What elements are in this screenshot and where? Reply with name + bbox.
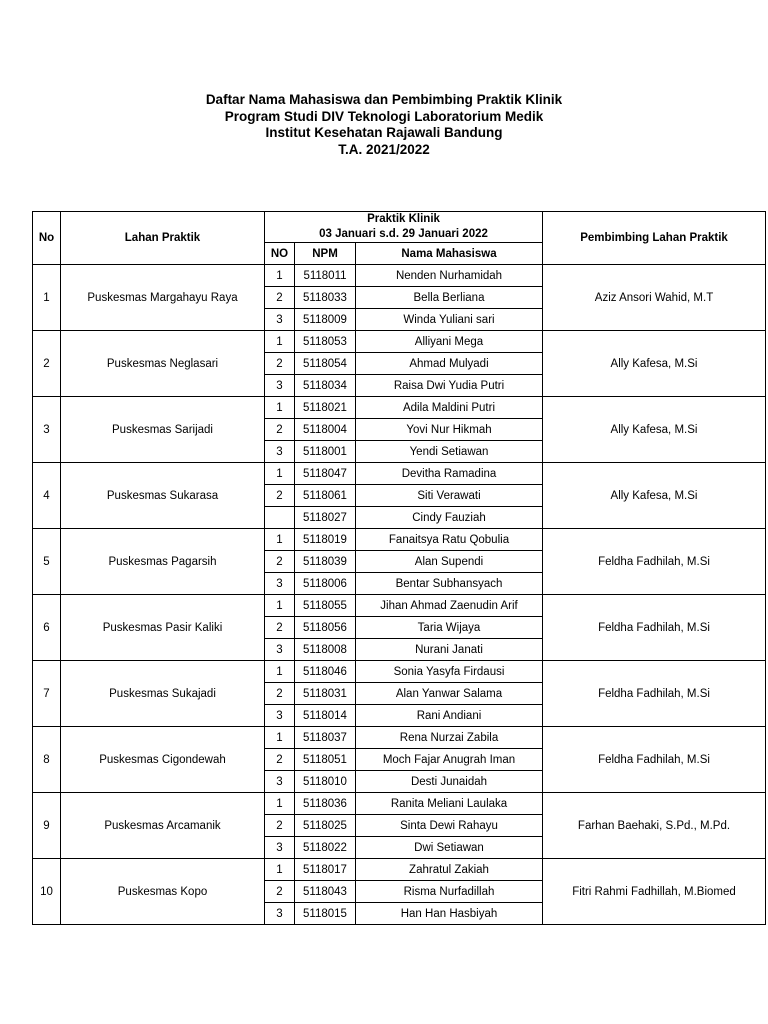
pembimbing-cell: Ally Kafesa, M.Si bbox=[543, 463, 766, 529]
student-number: 3 bbox=[265, 441, 295, 463]
student-npm: 5118011 bbox=[295, 265, 356, 287]
student-npm: 5118017 bbox=[295, 859, 356, 881]
student-npm: 5118031 bbox=[295, 683, 356, 705]
student-number: 1 bbox=[265, 331, 295, 353]
student-npm: 5118053 bbox=[295, 331, 356, 353]
header-praktik-title: Praktik Klinik bbox=[367, 213, 440, 225]
pembimbing-cell: Feldha Fadhilah, M.Si bbox=[543, 529, 766, 595]
lahan-praktik-cell: Puskesmas Pasir Kaliki bbox=[61, 595, 265, 661]
student-npm: 5118037 bbox=[295, 727, 356, 749]
student-name: Raisa Dwi Yudia Putri bbox=[356, 375, 543, 397]
student-number: 3 bbox=[265, 639, 295, 661]
student-npm: 5118056 bbox=[295, 617, 356, 639]
student-number: 3 bbox=[265, 771, 295, 793]
lahan-praktik-cell: Puskesmas Neglasari bbox=[61, 331, 265, 397]
lahan-praktik-cell: Puskesmas Pagarsih bbox=[61, 529, 265, 595]
student-npm: 5118043 bbox=[295, 881, 356, 903]
student-name: Cindy Fauziah bbox=[356, 507, 543, 529]
student-npm: 5118046 bbox=[295, 661, 356, 683]
student-name: Bentar Subhansyach bbox=[356, 573, 543, 595]
roster-body bbox=[33, 265, 766, 925]
student-npm: 5118010 bbox=[295, 771, 356, 793]
student-name: Bella Berliana bbox=[356, 287, 543, 309]
group-number: 9 bbox=[33, 793, 61, 859]
pembimbing-cell: Farhan Baehaki, S.Pd., M.Pd. bbox=[543, 793, 766, 859]
student-number: 3 bbox=[265, 309, 295, 331]
lahan-praktik-cell: Puskesmas Arcamanik bbox=[61, 793, 265, 859]
table-row bbox=[33, 397, 766, 419]
pembimbing-cell: Feldha Fadhilah, M.Si bbox=[543, 727, 766, 793]
group-number: 10 bbox=[33, 859, 61, 925]
title-line-3: Institut Kesehatan Rajawali Bandung bbox=[265, 125, 503, 140]
student-npm: 5118055 bbox=[295, 595, 356, 617]
student-name: Zahratul Zakiah bbox=[356, 859, 543, 881]
student-number bbox=[265, 507, 295, 529]
student-name: Dwi Setiawan bbox=[356, 837, 543, 859]
student-name: Adila Maldini Putri bbox=[356, 397, 543, 419]
student-npm: 5118025 bbox=[295, 815, 356, 837]
group-number: 4 bbox=[33, 463, 61, 529]
student-name: Jihan Ahmad Zaenudin Arif bbox=[356, 595, 543, 617]
student-name: Alliyani Mega bbox=[356, 331, 543, 353]
table-row bbox=[33, 265, 766, 287]
group-number: 5 bbox=[33, 529, 61, 595]
student-name: Fanaitsya Ratu Qobulia bbox=[356, 529, 543, 551]
title-line-2: Program Studi DIV Teknologi Laboratorium Medik bbox=[224, 108, 544, 124]
student-npm: 5118022 bbox=[295, 837, 356, 859]
table-row bbox=[33, 331, 766, 353]
student-npm: 5118009 bbox=[295, 309, 356, 331]
student-name: Sinta Dewi Rahayu bbox=[356, 815, 543, 837]
student-name: Yendi Setiawan bbox=[356, 441, 543, 463]
student-number: 1 bbox=[265, 397, 295, 419]
student-number: 2 bbox=[265, 617, 295, 639]
header-sub-no: NO bbox=[265, 243, 295, 265]
header-praktik-klinik bbox=[265, 212, 543, 243]
student-npm: 5118006 bbox=[295, 573, 356, 595]
lahan-praktik-cell: Puskesmas Sarijadi bbox=[61, 397, 265, 463]
student-number: 1 bbox=[265, 463, 295, 485]
student-npm: 5118021 bbox=[295, 397, 356, 419]
header-pembimbing: Pembimbing Lahan Praktik bbox=[543, 212, 766, 265]
group-number: 6 bbox=[33, 595, 61, 661]
pembimbing-cell: Ally Kafesa, M.Si bbox=[543, 397, 766, 463]
student-number: 3 bbox=[265, 903, 295, 925]
lahan-praktik-cell: Puskesmas Cigondewah bbox=[61, 727, 265, 793]
student-npm: 5118015 bbox=[295, 903, 356, 925]
table-row bbox=[33, 463, 766, 485]
title-line-4: T.A. 2021/2022 bbox=[338, 141, 430, 157]
student-name: Alan Supendi bbox=[356, 551, 543, 573]
table-row bbox=[33, 661, 766, 683]
student-number: 2 bbox=[265, 749, 295, 771]
pembimbing-cell: Ally Kafesa, M.Si bbox=[543, 331, 766, 397]
student-number: 1 bbox=[265, 265, 295, 287]
student-npm: 5118008 bbox=[295, 639, 356, 661]
lahan-praktik-cell: Puskesmas Sukarasa bbox=[61, 463, 265, 529]
student-name: Nurani Janati bbox=[356, 639, 543, 661]
student-roster-table bbox=[32, 211, 766, 925]
header-nama-mahasiswa: Nama Mahasiswa bbox=[356, 243, 543, 265]
student-npm: 5118054 bbox=[295, 353, 356, 375]
pembimbing-cell: Feldha Fadhilah, M.Si bbox=[543, 661, 766, 727]
student-name: Winda Yuliani sari bbox=[356, 309, 543, 331]
student-name: Risma Nurfadillah bbox=[356, 881, 543, 903]
student-npm: 5118014 bbox=[295, 705, 356, 727]
student-npm: 5118036 bbox=[295, 793, 356, 815]
table-row bbox=[33, 529, 766, 551]
student-name: Han Han Hasbiyah bbox=[356, 903, 543, 925]
student-number: 1 bbox=[265, 727, 295, 749]
student-npm: 5118001 bbox=[295, 441, 356, 463]
pembimbing-cell: Feldha Fadhilah, M.Si bbox=[543, 595, 766, 661]
student-npm: 5118033 bbox=[295, 287, 356, 309]
student-name: Sonia Yasyfa Firdausi bbox=[356, 661, 543, 683]
table-row bbox=[33, 595, 766, 617]
student-name: Devitha Ramadina bbox=[356, 463, 543, 485]
header-lahan-praktik: Lahan Praktik bbox=[61, 212, 265, 265]
header-npm: NPM bbox=[295, 243, 356, 265]
student-number: 2 bbox=[265, 551, 295, 573]
student-npm: 5118027 bbox=[295, 507, 356, 529]
student-name: Nenden Nurhamidah bbox=[356, 265, 543, 287]
student-npm: 5118019 bbox=[295, 529, 356, 551]
student-name: Ranita Meliani Laulaka bbox=[356, 793, 543, 815]
student-name: Taria Wijaya bbox=[356, 617, 543, 639]
student-number: 2 bbox=[265, 683, 295, 705]
student-name: Ahmad Mulyadi bbox=[356, 353, 543, 375]
student-name: Desti Junaidah bbox=[356, 771, 543, 793]
student-name: Rani Andiani bbox=[356, 705, 543, 727]
student-name: Moch Fajar Anugrah Iman bbox=[356, 749, 543, 771]
student-number: 1 bbox=[265, 661, 295, 683]
student-npm: 5118039 bbox=[295, 551, 356, 573]
student-number: 1 bbox=[265, 595, 295, 617]
title-line-1: Daftar Nama Mahasiswa dan Pembimbing Praktik Klinik bbox=[205, 92, 563, 107]
student-number: 2 bbox=[265, 287, 295, 309]
student-number: 2 bbox=[265, 881, 295, 903]
group-number: 7 bbox=[33, 661, 61, 727]
student-npm: 5118004 bbox=[295, 419, 356, 441]
lahan-praktik-cell: Puskesmas Sukajadi bbox=[61, 661, 265, 727]
group-number: 8 bbox=[33, 727, 61, 793]
table-row bbox=[33, 727, 766, 749]
student-number: 3 bbox=[265, 837, 295, 859]
student-npm: 5118047 bbox=[295, 463, 356, 485]
student-name: Alan Yanwar Salama bbox=[356, 683, 543, 705]
table-row bbox=[33, 859, 766, 881]
student-npm: 5118061 bbox=[295, 485, 356, 507]
header-praktik-period: 03 Januari s.d. 29 Januari 2022 bbox=[319, 228, 488, 240]
student-number: 2 bbox=[265, 815, 295, 837]
student-number: 1 bbox=[265, 529, 295, 551]
table-row bbox=[33, 793, 766, 815]
student-npm: 5118051 bbox=[295, 749, 356, 771]
student-number: 2 bbox=[265, 419, 295, 441]
student-number: 3 bbox=[265, 573, 295, 595]
document-title bbox=[0, 92, 768, 158]
student-name: Yovi Nur Hikmah bbox=[356, 419, 543, 441]
pembimbing-cell: Aziz Ansori Wahid, M.T bbox=[543, 265, 766, 331]
header-no: No bbox=[33, 212, 61, 265]
lahan-praktik-cell: Puskesmas Margahayu Raya bbox=[61, 265, 265, 331]
student-name: Siti Verawati bbox=[356, 485, 543, 507]
group-number: 3 bbox=[33, 397, 61, 463]
lahan-praktik-cell: Puskesmas Kopo bbox=[61, 859, 265, 925]
group-number: 1 bbox=[33, 265, 61, 331]
student-name: Rena Nurzai Zabila bbox=[356, 727, 543, 749]
pembimbing-cell: Fitri Rahmi Fadhillah, M.Biomed bbox=[543, 859, 766, 925]
student-number: 2 bbox=[265, 485, 295, 507]
group-number: 2 bbox=[33, 331, 61, 397]
student-npm: 5118034 bbox=[295, 375, 356, 397]
student-number: 1 bbox=[265, 793, 295, 815]
student-number: 1 bbox=[265, 859, 295, 881]
student-number: 3 bbox=[265, 705, 295, 727]
student-number: 2 bbox=[265, 353, 295, 375]
student-number: 3 bbox=[265, 375, 295, 397]
